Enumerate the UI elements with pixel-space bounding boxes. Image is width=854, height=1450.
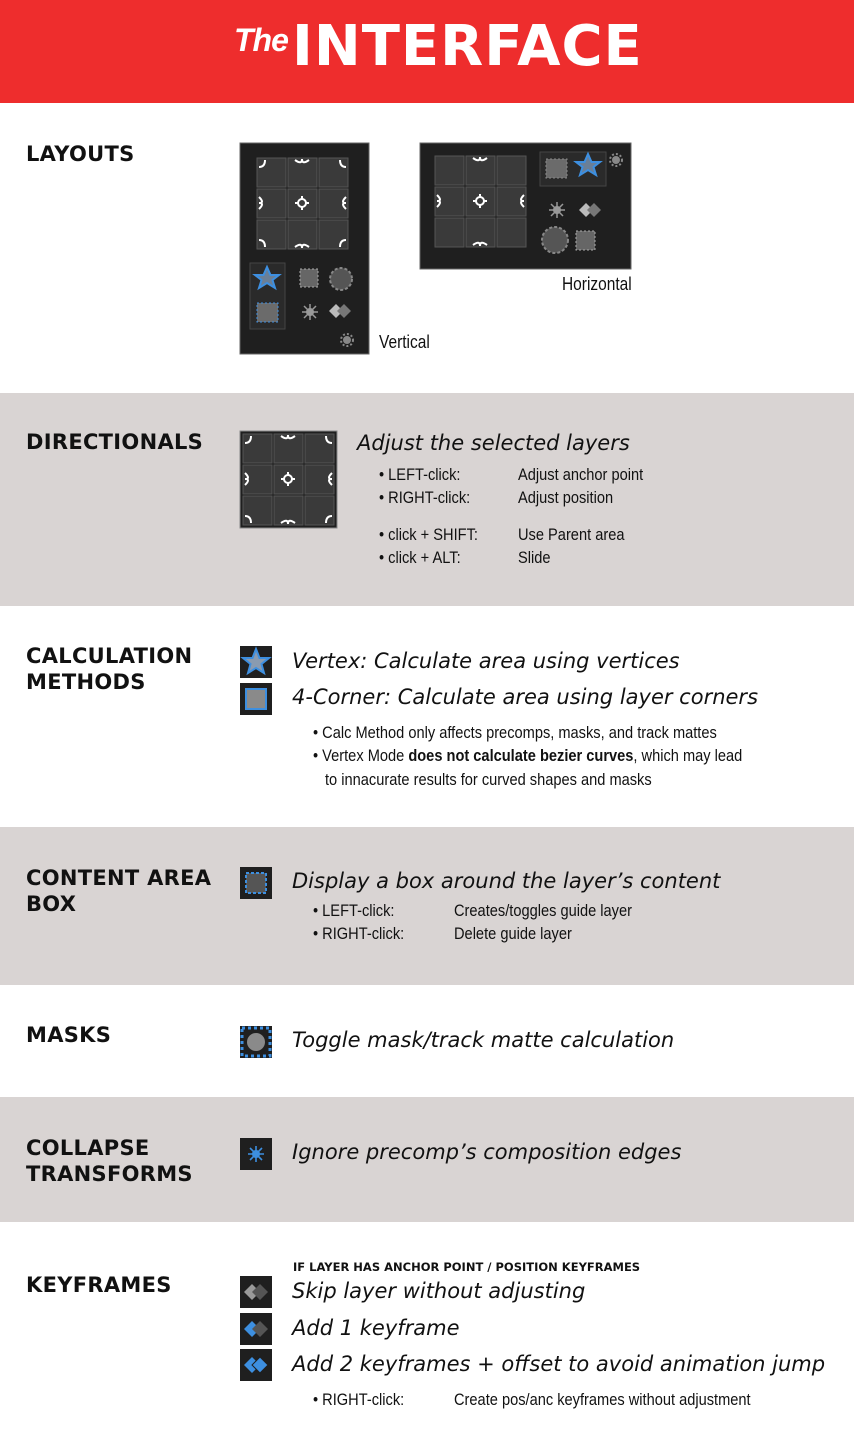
mask-icon[interactable] [240, 1026, 272, 1058]
vertical-layout-panel [240, 143, 370, 355]
directional-result-4: Slide [518, 548, 551, 567]
content-area-icon[interactable] [300, 269, 318, 287]
calc-note-1: • Calc Method only affects precomps, masks, and track mattes [313, 723, 717, 742]
directional-action-2: • RIGHT-click: [379, 488, 471, 507]
four-corner-icon[interactable] [240, 683, 272, 715]
content-area-description: Display a box around the layer’s content [292, 869, 721, 893]
content-area-title-line1: CONTENT AREA [26, 866, 212, 890]
collapse-title-line2: TRANSFORMS [26, 1162, 193, 1186]
content-result-1: Creates/toggles guide layer [454, 901, 632, 920]
horizontal-caption: Horizontal [562, 274, 632, 294]
content-area-icon[interactable] [576, 231, 595, 250]
directional-grid-icon[interactable] [240, 431, 338, 529]
calc-note-2-line2: to innacurate results for curved shapes and masks [325, 770, 652, 789]
header-prefix: The [234, 22, 288, 58]
keyframes-condition: IF LAYER HAS ANCHOR POINT / POSITION KEYFRAMES [293, 1260, 641, 1274]
add-two-keyframes-icon[interactable] [240, 1349, 272, 1381]
layouts-section [0, 103, 854, 393]
four-corner-icon[interactable] [257, 303, 278, 322]
keyframes-title: KEYFRAMES [26, 1273, 172, 1297]
vertex-description: Vertex: Calculate area using vertices [292, 649, 680, 673]
four-corner-icon[interactable] [546, 159, 567, 178]
add-two-description: Add 2 keyframes + offset to avoid animation jump [292, 1352, 826, 1376]
add-one-keyframe-icon[interactable] [240, 1313, 272, 1345]
keyframes-right-result: Create pos/anc keyframes without adjustment [454, 1390, 751, 1409]
masks-section [0, 985, 854, 1097]
add-one-description: Add 1 keyframe [292, 1316, 460, 1340]
masks-description: Toggle mask/track matte calculation [292, 1028, 675, 1052]
directional-grid[interactable] [257, 158, 348, 249]
directional-result-3: Use Parent area [518, 525, 625, 544]
directional-action-4: • click + ALT: [379, 548, 461, 567]
content-action-2: • RIGHT-click: [313, 924, 405, 943]
page-header [0, 0, 854, 103]
mask-icon[interactable] [542, 227, 568, 253]
vertex-icon[interactable] [240, 646, 272, 678]
keyframes-section [0, 1222, 854, 1450]
directional-action-1: • LEFT-click: [379, 465, 461, 484]
content-result-2: Delete guide layer [454, 924, 572, 943]
collapse-section [0, 1097, 854, 1222]
page-title: INTERFACE [292, 14, 643, 79]
collapse-title-line1: COLLAPSE [26, 1136, 150, 1160]
skip-description: Skip layer without adjusting [292, 1279, 586, 1303]
calculation-title-line1: CALCULATION [26, 644, 193, 668]
directional-result-1: Adjust anchor point [518, 465, 644, 484]
keyframes-right-action: • RIGHT-click: [313, 1390, 405, 1409]
directional-result-2: Adjust position [518, 488, 614, 507]
vertical-caption: Vertical [379, 332, 430, 352]
content-area-icon[interactable] [240, 867, 272, 899]
content-area-section [0, 827, 854, 985]
skip-keyframe-icon[interactable] [240, 1276, 272, 1308]
collapse-icon[interactable] [549, 202, 565, 218]
calculation-section [0, 606, 854, 827]
directionals-description: Adjust the selected layers [357, 431, 630, 455]
layouts-title: LAYOUTS [26, 142, 135, 166]
directionals-section [0, 393, 854, 606]
four-corner-description: 4-Corner: Calculate area using layer corners [292, 685, 759, 709]
directional-action-3: • click + SHIFT: [379, 525, 478, 544]
collapse-icon[interactable] [302, 304, 318, 320]
mask-icon[interactable] [330, 268, 352, 290]
content-area-title-line2: BOX [26, 892, 77, 916]
content-action-1: • LEFT-click: [313, 901, 395, 920]
masks-title: MASKS [26, 1023, 112, 1047]
collapse-transforms-icon[interactable] [240, 1138, 272, 1170]
calc-note-2: • Vertex Mode does not calculate bezier curves, which may lead [313, 746, 743, 765]
horizontal-layout-panel [420, 143, 632, 271]
directionals-title: DIRECTIONALS [26, 430, 204, 454]
collapse-description: Ignore precomp’s composition edges [292, 1140, 682, 1164]
directional-grid[interactable] [435, 156, 526, 247]
calculation-title-line2: METHODS [26, 670, 146, 694]
